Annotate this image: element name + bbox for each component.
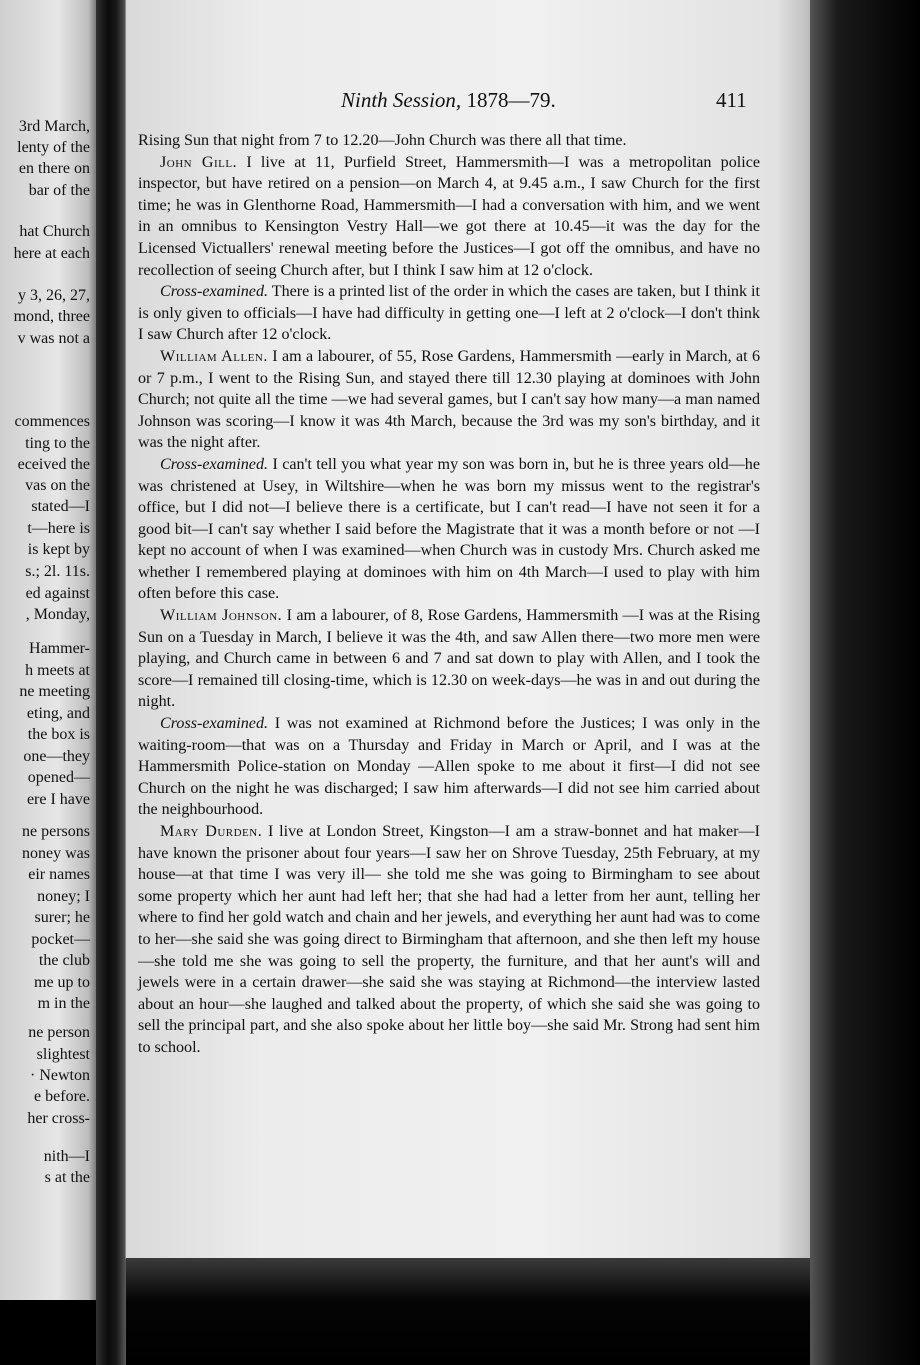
left-fragment-line: ne persons	[22, 823, 90, 840]
left-fragment-line: ere I have	[26, 791, 90, 808]
paragraph-text: I am a labourer, of 8, Rose Gardens, Hammersmith —I was at the Rising Sun on a Tuesday in March, I believe it was the 4th, and saw Allen there—two more men were playing, and Church came in between 6 and 7 and sat down to play with Allen, and I took the score—I remained till closing-time, which is 12.30 on week-days—he was in and out during the night.	[138, 607, 760, 711]
left-fragment-line: · Newton	[30, 1067, 90, 1084]
left-fragment-line: ne meeting	[19, 683, 90, 700]
left-fragment-line: t—here is	[27, 520, 90, 537]
left-fragment-line: pocket—	[31, 931, 90, 948]
paragraph-text: I live at 11, Purfield Street, Hammersmith—I was a metropolitan police inspector, but have retired on a pension—on March 4, at 9.45 a.m., I saw Church for the first time; he was in Glenthorne Road, Hammersmith—I had a conversation with him, and we went in an omnibus to Kensington Vestry Hall—we got there at 10.45—it was the day for the Licensed Victuallers' renewal meeting before the Justices—I got off the omnibus, and have no recollection of seeing Church after, but I think I saw him at 12 o'clock.	[138, 153, 760, 279]
left-fragment-line: noney; I	[37, 888, 90, 905]
left-fragment-line: lenty of the	[17, 139, 90, 156]
left-fragment-line: , Monday,	[25, 606, 90, 623]
left-fragment-line: m in the	[37, 995, 90, 1012]
paragraph	[138, 605, 760, 713]
left-fragment-line: Hammer-	[29, 640, 90, 657]
left-fragment-line: opened—	[27, 769, 90, 786]
left-fragment-line: ne person	[28, 1024, 90, 1041]
paragraph-text: I can't tell you what year my son was born in, but he is three years old—he was christened at Usey, in Wiltshire—when he was born my missus went to the registrar's office, but I did not—I believe there is a certificate, but I can't read—I have not seen it for a good bit—I can't say whether I said before the Magistrate that it was a month before or not —I kept no account of when I was examined—when Church was in custody Mrs. Church asked me whether I remembered playing at dominoes with him on 4th March—I used to play with him often before this case.	[138, 455, 760, 603]
left-fragment-line: s.; 2l. 11s.	[25, 563, 90, 580]
left-fragment-line: s at the	[44, 1169, 90, 1186]
running-head-year: 1878—79.	[466, 88, 556, 112]
facing-page-fragment	[0, 0, 96, 1300]
dark-background-edge	[810, 0, 920, 1365]
paragraph	[138, 713, 760, 821]
running-head	[341, 88, 556, 113]
left-fragment-line: nith—I	[43, 1148, 90, 1165]
left-fragment-line: surer; he	[34, 909, 90, 926]
left-fragment-line: ting to the	[25, 435, 90, 452]
cross-examined-label: Cross-examined.	[160, 283, 269, 301]
left-fragment-line: slightest	[36, 1046, 90, 1063]
witness-name: Mary Durden.	[160, 823, 263, 840]
paragraph-text: There is a printed list of the order in which the cases are taken, but I think it is only given to officials—I have had difficulty in getting one—I left at 2 o'clock—I don't think I saw Church after 12 o'clock.	[138, 283, 760, 344]
left-fragment-line: the box is	[27, 726, 90, 743]
left-fragment-line: ed against	[25, 585, 90, 602]
paragraph-text: I live at London Street, Kingston—I am a straw-bonnet and hat maker—I have known the prisoner about four years—I saw her on Shrove Tuesday, 25th February, at my house—at that time I was very ill— she told me she was going to Birmingham to see about some property which her aunt had left her; that she had had a letter from her aunt, telling her where to find her gold watch and chain and her jewels, and everything her aunt had was to come to her—she said she was going direct to Birmingham that afternoon, and she then left my house—she told me she was going to sell the property, the furniture, and that her aunt's will and jewels were in a certain drawer—she said she was staying at Richmond—the interview lasted about an hour—she laughed and talked about the property, of which she said she was going to sell the principal part, and she also spoke about her little boy—she said Mr. Strong had sent him to school.	[138, 823, 760, 1056]
left-fragment-line: hat Church	[19, 223, 90, 240]
paragraph-text: Rising Sun that night from 7 to 12.20—John Church was there all that time.	[138, 132, 627, 149]
paragraph	[138, 152, 760, 282]
left-fragment-line: her cross-	[27, 1110, 90, 1127]
running-head-session: Ninth Session,	[341, 88, 462, 112]
left-fragment-line: me up to	[34, 974, 90, 991]
left-fragment-line: bar of the	[28, 182, 90, 199]
dark-background-bottom	[126, 1258, 810, 1365]
left-fragment-line: stated—I	[31, 498, 90, 515]
left-fragment-line: commences	[14, 413, 90, 430]
paragraph-text: I was not examined at Richmond before the Justices; I was only in the waiting-room—that was on a Thursday and Friday in March or April, and I was at the Hammersmith Police-station on Monday —Allen spoke to me about it first—I did not see Church on the night he was discharged; I saw him afterwards—I did not see him carried about the neighbourhood.	[138, 715, 760, 819]
left-fragment-line: e before.	[34, 1088, 90, 1105]
paragraph-text: I am a labourer, of 55, Rose Gardens, Hammersmith —early in March, at 6 or 7 p.m., I went to the Rising Sun, and stayed there till 12.30 playing at dominoes with John Church; not quite all the time —we had several games, but I can't say how many—a man named Johnson was scoring—I know it was 4th March, because the 3rd was my son's birthday, and it was the night after.	[138, 347, 760, 452]
left-fragment-line: here at each	[13, 245, 90, 262]
paragraph	[138, 281, 760, 346]
left-fragment-line: eting, and	[26, 705, 90, 722]
left-fragment-line: 3rd March,	[18, 118, 90, 135]
witness-name: John Gill.	[160, 153, 238, 171]
left-fragment-line: en there on	[18, 160, 90, 177]
left-fragment-line: is kept by	[27, 541, 90, 558]
left-fragment-line: the club	[38, 952, 90, 969]
left-fragment-line: v was not a	[17, 330, 90, 347]
book-page	[126, 0, 810, 1258]
left-fragment-line: eir names	[28, 866, 90, 883]
left-fragment-line: eceived the	[17, 456, 90, 473]
page-header	[126, 88, 810, 118]
paragraph	[138, 454, 760, 605]
left-fragment-line: mond, three	[13, 308, 90, 325]
left-fragment-line: y 3, 26, 27,	[18, 287, 90, 304]
witness-name: William Allen.	[160, 347, 268, 365]
left-fragment-line: noney was	[22, 845, 90, 862]
cross-examined-label: Cross-examined.	[160, 715, 269, 733]
witness-name: William Johnson.	[160, 607, 283, 625]
paragraph	[138, 130, 760, 152]
cross-examined-label: Cross-examined.	[160, 455, 269, 473]
paragraph	[138, 821, 760, 1059]
paragraph	[138, 346, 760, 454]
page-number: 411	[716, 88, 747, 112]
book-gutter	[96, 0, 126, 1365]
left-fragment-line: one—they	[23, 748, 90, 765]
page-body	[138, 130, 760, 1059]
left-fragment-line: h meets at	[25, 662, 90, 679]
left-fragment-line: vas on the	[25, 477, 90, 494]
